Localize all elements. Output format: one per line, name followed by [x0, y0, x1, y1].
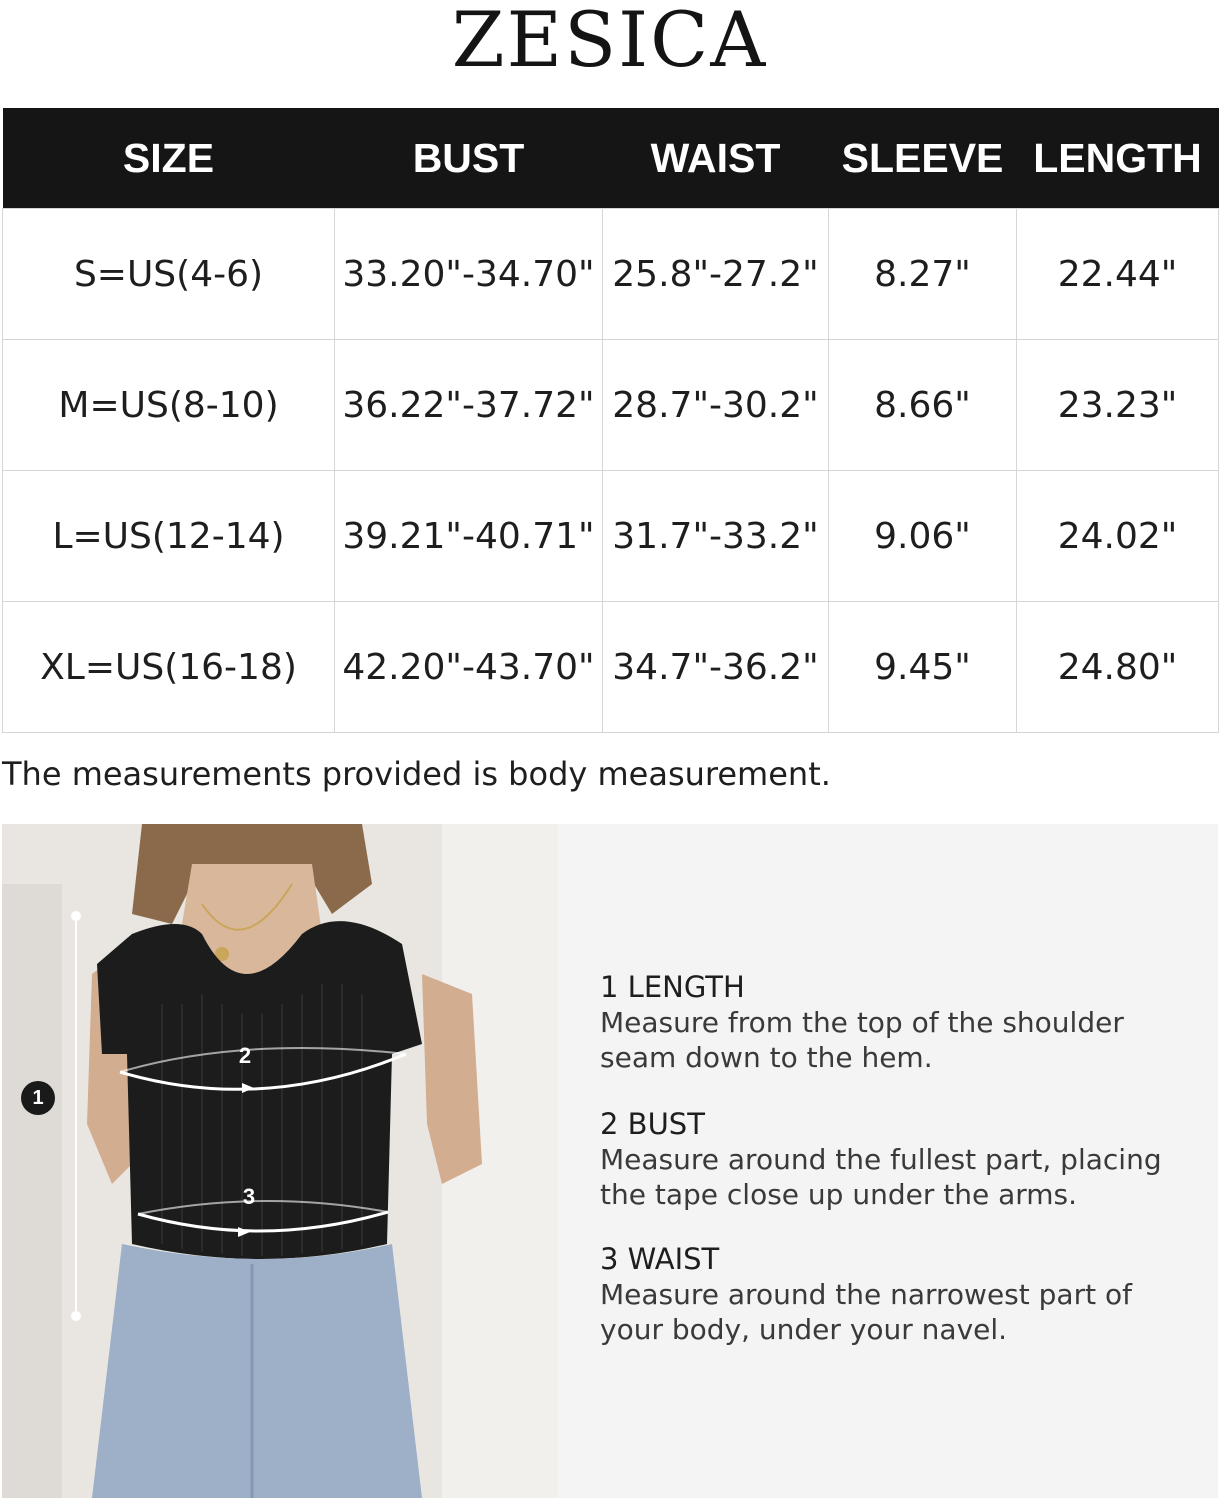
brand-logo: ZESICA [451, 0, 768, 84]
guide-length [600, 969, 1200, 1075]
guide-bust-text: Measure around the fullest part, placing the tape close up under the arms. [600, 1143, 1162, 1211]
cell-bust: 42.20"-43.70" [335, 602, 603, 733]
guide-waist-title: 3 WAIST [600, 1242, 720, 1276]
cell-size: L=US(12-14) [3, 471, 335, 602]
guide-length-title: 1 LENGTH [600, 970, 745, 1004]
bust-marker: 2 [238, 1043, 252, 1068]
table-header-row [3, 108, 1219, 209]
cell-bust: 36.22"-37.72" [335, 340, 603, 471]
cell-waist: 34.7"-36.2" [603, 602, 829, 733]
model-photo [2, 824, 558, 1498]
guide-waist-text: Measure around the narrowest part of your body, under your navel. [600, 1278, 1132, 1346]
table-row [3, 602, 1219, 733]
cell-size: XL=US(16-18) [3, 602, 335, 733]
cell-sleeve: 9.45" [829, 602, 1017, 733]
size-chart-table [2, 108, 1219, 733]
cell-waist: 28.7"-30.2" [603, 340, 829, 471]
measurement-note: The measurements provided is body measurement. [2, 755, 831, 793]
cell-length: 23.23" [1017, 340, 1219, 471]
cell-length: 24.02" [1017, 471, 1219, 602]
cell-size: S=US(4-6) [3, 209, 335, 340]
length-marker: 1 [21, 1081, 55, 1115]
header-length: LENGTH [1017, 108, 1219, 209]
cell-sleeve: 9.06" [829, 471, 1017, 602]
model-illustration [2, 824, 558, 1498]
table-row [3, 340, 1219, 471]
table-row [3, 471, 1219, 602]
cell-bust: 39.21"-40.71" [335, 471, 603, 602]
header-waist: WAIST [603, 108, 829, 209]
waist-marker: 3 [242, 1184, 256, 1209]
cell-waist: 31.7"-33.2" [603, 471, 829, 602]
cell-length: 22.44" [1017, 209, 1219, 340]
guide-bust-title: 2 BUST [600, 1107, 705, 1141]
header-bust: BUST [335, 108, 603, 209]
header-sleeve: SLEEVE [829, 108, 1017, 209]
header-size: SIZE [3, 108, 335, 209]
cell-length: 24.80" [1017, 602, 1219, 733]
table-row [3, 209, 1219, 340]
cell-waist: 25.8"-27.2" [603, 209, 829, 340]
cell-sleeve: 8.66" [829, 340, 1017, 471]
guide-bust [600, 1106, 1200, 1212]
guide-waist [600, 1241, 1200, 1347]
cell-sleeve: 8.27" [829, 209, 1017, 340]
guide-length-text: Measure from the top of the shoulder seam down to the hem. [600, 1006, 1124, 1074]
cell-size: M=US(8-10) [3, 340, 335, 471]
measuring-guide-section [2, 824, 1218, 1498]
cell-bust: 33.20"-34.70" [335, 209, 603, 340]
